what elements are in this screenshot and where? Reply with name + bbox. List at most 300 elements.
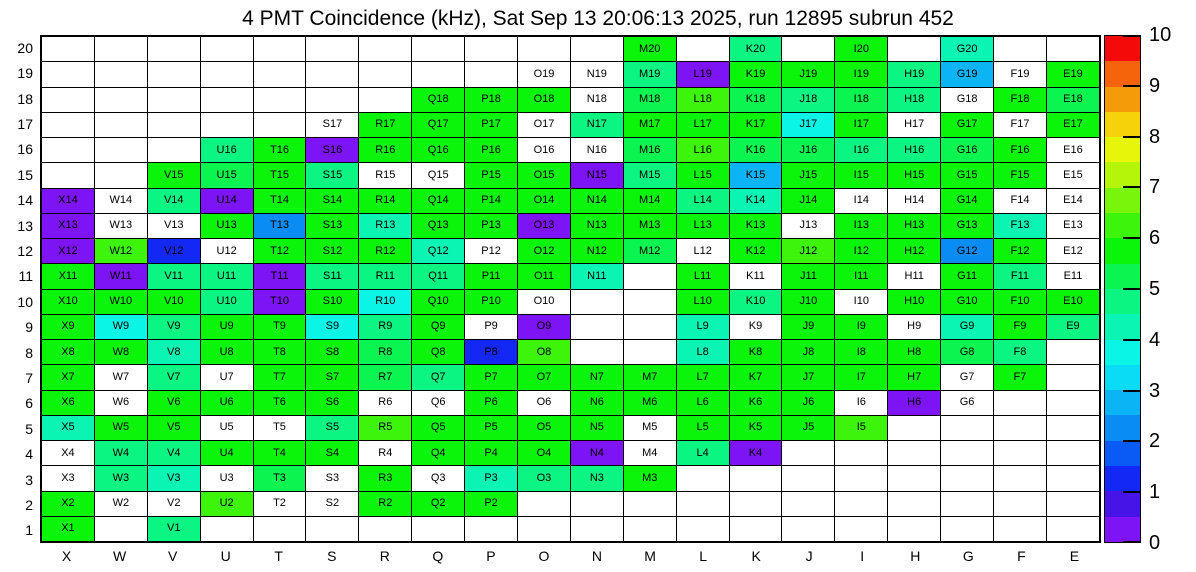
- cell-Q2: Q2: [412, 491, 465, 516]
- cell-F13: F13: [994, 213, 1047, 238]
- cell-V13: V13: [147, 213, 200, 238]
- cell-E14: E14: [1046, 188, 1099, 213]
- cell-M13: M13: [623, 213, 676, 238]
- cell-H16: H16: [888, 138, 941, 163]
- cell-H10: H10: [888, 289, 941, 314]
- cell-Q3: Q3: [412, 466, 465, 491]
- cell-empty-G3: [941, 466, 994, 491]
- cell-K19: K19: [729, 62, 782, 87]
- cell-I5: I5: [835, 415, 888, 440]
- x-tick-label-L: L: [699, 548, 707, 564]
- colorbar-label-3: 3: [1149, 380, 1161, 402]
- cell-P4: P4: [465, 441, 518, 466]
- cell-L7: L7: [676, 365, 729, 390]
- cell-P13: P13: [465, 213, 518, 238]
- colorbar-segment-7: [1105, 340, 1140, 365]
- cell-R12: R12: [359, 239, 412, 264]
- cell-empty-E7: [1046, 365, 1099, 390]
- x-tick-label-N: N: [591, 548, 603, 564]
- colorbar-label-4: 4: [1149, 329, 1161, 351]
- cell-W2: W2: [94, 491, 147, 516]
- colorbar-label-6: 6: [1149, 227, 1161, 249]
- cell-Q9: Q9: [412, 314, 465, 339]
- cell-empty-N2: [570, 491, 623, 516]
- cell-E11: E11: [1046, 264, 1099, 289]
- cell-X14: X14: [42, 188, 95, 213]
- cell-H19: H19: [888, 62, 941, 87]
- cell-N3: N3: [570, 466, 623, 491]
- cell-empty-L20: [676, 37, 729, 62]
- cell-K14: K14: [729, 188, 782, 213]
- cell-empty-I2: [835, 491, 888, 516]
- cell-F17: F17: [994, 112, 1047, 137]
- colorbar-segment-13: [1105, 188, 1140, 213]
- cell-empty-M10: [623, 289, 676, 314]
- cell-O18: O18: [518, 87, 571, 112]
- cell-M18: M18: [623, 87, 676, 112]
- cell-P6: P6: [465, 390, 518, 415]
- cell-J13: J13: [782, 213, 835, 238]
- cell-J19: J19: [782, 62, 835, 87]
- cell-S6: S6: [306, 390, 359, 415]
- cell-L18: L18: [676, 87, 729, 112]
- cell-empty-E6: [1046, 390, 1099, 415]
- cell-R11: R11: [359, 264, 412, 289]
- cell-Q6: Q6: [412, 390, 465, 415]
- cell-empty-X17: [42, 112, 95, 137]
- y-tick-label-6: 6: [25, 395, 33, 412]
- colorbar-tick-8: [1123, 136, 1140, 138]
- cell-empty-I3: [835, 466, 888, 491]
- cell-empty-R1: [359, 516, 412, 541]
- cell-V10: V10: [147, 289, 200, 314]
- cell-L17: L17: [676, 112, 729, 137]
- cell-W4: W4: [94, 441, 147, 466]
- cell-E13: E13: [1046, 213, 1099, 238]
- x-tick-label-O: O: [538, 548, 550, 564]
- cell-P8: P8: [465, 340, 518, 365]
- cell-T11: T11: [253, 264, 306, 289]
- colorbar-label-5: 5: [1149, 278, 1161, 300]
- cell-U14: U14: [200, 188, 253, 213]
- cell-R2: R2: [359, 491, 412, 516]
- colorbar-segment-19: [1105, 36, 1140, 61]
- cell-U15: U15: [200, 163, 253, 188]
- colorbar-tick-0: [1123, 541, 1140, 543]
- cell-J17: J17: [782, 112, 835, 137]
- cell-empty-K1: [729, 516, 782, 541]
- colorbar-segment-11: [1105, 238, 1140, 263]
- cell-X3: X3: [42, 466, 95, 491]
- cell-G14: G14: [941, 188, 994, 213]
- cell-P17: P17: [465, 112, 518, 137]
- cell-O9: O9: [518, 314, 571, 339]
- cell-X9: X9: [42, 314, 95, 339]
- cell-H12: H12: [888, 239, 941, 264]
- colorbar-segment-15: [1105, 137, 1140, 162]
- y-axis-labels: [0, 35, 33, 543]
- cell-empty-H3: [888, 466, 941, 491]
- cell-J12: J12: [782, 239, 835, 264]
- y-tick-label-15: 15: [17, 166, 33, 183]
- cell-R4: R4: [359, 441, 412, 466]
- cell-R8: R8: [359, 340, 412, 365]
- x-tick-label-X: X: [61, 548, 72, 564]
- cell-M3: M3: [623, 466, 676, 491]
- cell-empty-H20: [888, 37, 941, 62]
- cell-L10: L10: [676, 289, 729, 314]
- cell-R13: R13: [359, 213, 412, 238]
- cell-O15: O15: [518, 163, 571, 188]
- cell-empty-W19: [94, 62, 147, 87]
- cell-N17: N17: [570, 112, 623, 137]
- colorbar-segment-1: [1105, 491, 1140, 516]
- cell-K20: K20: [729, 37, 782, 62]
- cell-empty-X19: [42, 62, 95, 87]
- cell-L13: L13: [676, 213, 729, 238]
- cell-empty-E20: [1046, 37, 1099, 62]
- colorbar-label-10: 10: [1149, 24, 1172, 46]
- colorbar-label-8: 8: [1149, 126, 1161, 148]
- y-tick-label-19: 19: [17, 65, 33, 82]
- cell-U10: U10: [200, 289, 253, 314]
- cell-S5: S5: [306, 415, 359, 440]
- cell-V14: V14: [147, 188, 200, 213]
- cell-empty-R18: [359, 87, 412, 112]
- cell-F12: F12: [994, 239, 1047, 264]
- cell-U9: U9: [200, 314, 253, 339]
- cell-empty-T18: [253, 87, 306, 112]
- cell-empty-V18: [147, 87, 200, 112]
- cell-empty-O2: [518, 491, 571, 516]
- cell-O19: O19: [518, 62, 571, 87]
- cell-Q5: Q5: [412, 415, 465, 440]
- colorbar-label-2: 2: [1149, 430, 1161, 452]
- x-tick-label-P: P: [486, 548, 496, 564]
- cell-L6: L6: [676, 390, 729, 415]
- cell-M19: M19: [623, 62, 676, 87]
- cell-empty-G2: [941, 491, 994, 516]
- cell-U7: U7: [200, 365, 253, 390]
- cell-R10: R10: [359, 289, 412, 314]
- cell-G13: G13: [941, 213, 994, 238]
- cell-N12: N12: [570, 239, 623, 264]
- cell-X12: X12: [42, 239, 95, 264]
- y-tick-label-4: 4: [25, 446, 33, 463]
- cell-G6: G6: [941, 390, 994, 415]
- y-tick-label-3: 3: [25, 471, 33, 488]
- x-tick-label-F: F: [1017, 548, 1026, 564]
- cell-L12: L12: [676, 239, 729, 264]
- cell-E19: E19: [1046, 62, 1099, 87]
- cell-empty-F4: [994, 441, 1047, 466]
- cell-P3: P3: [465, 466, 518, 491]
- cell-empty-G5: [941, 415, 994, 440]
- cell-Q18: Q18: [412, 87, 465, 112]
- cell-R3: R3: [359, 466, 412, 491]
- cell-M5: M5: [623, 415, 676, 440]
- cell-F19: F19: [994, 62, 1047, 87]
- cell-R5: R5: [359, 415, 412, 440]
- cell-T6: T6: [253, 390, 306, 415]
- cell-J5: J5: [782, 415, 835, 440]
- cell-G18: G18: [941, 87, 994, 112]
- cell-S3: S3: [306, 466, 359, 491]
- cell-I14: I14: [835, 188, 888, 213]
- cell-empty-J2: [782, 491, 835, 516]
- cell-P15: P15: [465, 163, 518, 188]
- cell-T9: T9: [253, 314, 306, 339]
- cell-F7: F7: [994, 365, 1047, 390]
- cell-J16: J16: [782, 138, 835, 163]
- cell-empty-L3: [676, 466, 729, 491]
- cell-T4: T4: [253, 441, 306, 466]
- cell-W14: W14: [94, 188, 147, 213]
- cell-U5: U5: [200, 415, 253, 440]
- cell-Q7: Q7: [412, 365, 465, 390]
- cell-V5: V5: [147, 415, 200, 440]
- cell-I16: I16: [835, 138, 888, 163]
- cell-empty-P20: [465, 37, 518, 62]
- cell-M6: M6: [623, 390, 676, 415]
- cell-empty-N9: [570, 314, 623, 339]
- cell-Q8: Q8: [412, 340, 465, 365]
- x-tick-label-T: T: [274, 548, 283, 564]
- cell-L15: L15: [676, 163, 729, 188]
- cell-I9: I9: [835, 314, 888, 339]
- x-tick-label-G: G: [962, 548, 974, 564]
- cell-K13: K13: [729, 213, 782, 238]
- cell-K10: K10: [729, 289, 782, 314]
- colorbar-tick-10: [1123, 35, 1140, 37]
- cell-V1: V1: [147, 516, 200, 541]
- cell-S2: S2: [306, 491, 359, 516]
- cell-empty-W18: [94, 87, 147, 112]
- cell-E12: E12: [1046, 239, 1099, 264]
- cell-empty-N10: [570, 289, 623, 314]
- cell-empty-L1: [676, 516, 729, 541]
- cell-S7: S7: [306, 365, 359, 390]
- cell-W8: W8: [94, 340, 147, 365]
- cell-L9: L9: [676, 314, 729, 339]
- cell-H13: H13: [888, 213, 941, 238]
- colorbar-tick-9: [1123, 85, 1140, 87]
- colorbar-segment-12: [1105, 213, 1140, 238]
- cell-empty-H4: [888, 441, 941, 466]
- colorbar-tick-3: [1123, 390, 1140, 392]
- cell-empty-U19: [200, 62, 253, 87]
- cell-I17: I17: [835, 112, 888, 137]
- cell-I20: I20: [835, 37, 888, 62]
- cell-empty-L2: [676, 491, 729, 516]
- x-axis-labels: [40, 548, 1101, 568]
- cell-X1: X1: [42, 516, 95, 541]
- cell-X6: X6: [42, 390, 95, 415]
- cell-S16: S16: [306, 138, 359, 163]
- cell-R9: R9: [359, 314, 412, 339]
- cell-M17: M17: [623, 112, 676, 137]
- cell-empty-P1: [465, 516, 518, 541]
- colorbar-tick-2: [1123, 440, 1140, 442]
- colorbar-label-9: 9: [1149, 75, 1161, 97]
- cell-N11: N11: [570, 264, 623, 289]
- x-tick-label-S: S: [327, 548, 337, 564]
- cell-M7: M7: [623, 365, 676, 390]
- cell-empty-M1: [623, 516, 676, 541]
- y-tick-label-7: 7: [25, 369, 33, 386]
- cell-H14: H14: [888, 188, 941, 213]
- cell-empty-X15: [42, 163, 95, 188]
- cell-G17: G17: [941, 112, 994, 137]
- cell-J7: J7: [782, 365, 835, 390]
- cell-E9: E9: [1046, 314, 1099, 339]
- cell-empty-S20: [306, 37, 359, 62]
- cell-I7: I7: [835, 365, 888, 390]
- cell-J11: J11: [782, 264, 835, 289]
- cell-K8: K8: [729, 340, 782, 365]
- cell-empty-S19: [306, 62, 359, 87]
- colorbar-tick-4: [1123, 339, 1140, 341]
- y-tick-label-16: 16: [17, 141, 33, 158]
- cell-O6: O6: [518, 390, 571, 415]
- cell-R17: R17: [359, 112, 412, 137]
- cell-J10: J10: [782, 289, 835, 314]
- cell-empty-S18: [306, 87, 359, 112]
- cell-O14: O14: [518, 188, 571, 213]
- cell-empty-E1: [1046, 516, 1099, 541]
- cell-U13: U13: [200, 213, 253, 238]
- cell-N14: N14: [570, 188, 623, 213]
- colorbar-segment-14: [1105, 162, 1140, 187]
- colorbar-tick-6: [1123, 237, 1140, 239]
- cell-G20: G20: [941, 37, 994, 62]
- cell-F14: F14: [994, 188, 1047, 213]
- colorbar-segment-18: [1105, 61, 1140, 86]
- cell-P7: P7: [465, 365, 518, 390]
- cell-G8: G8: [941, 340, 994, 365]
- y-tick-label-8: 8: [25, 344, 33, 361]
- cell-L4: L4: [676, 441, 729, 466]
- cell-K11: K11: [729, 264, 782, 289]
- colorbar-segment-8: [1105, 314, 1140, 339]
- cell-T8: T8: [253, 340, 306, 365]
- cell-H18: H18: [888, 87, 941, 112]
- cell-empty-F3: [994, 466, 1047, 491]
- cell-empty-J3: [782, 466, 835, 491]
- cell-empty-U1: [200, 516, 253, 541]
- cell-F15: F15: [994, 163, 1047, 188]
- cell-G7: G7: [941, 365, 994, 390]
- cell-empty-H2: [888, 491, 941, 516]
- cell-empty-K2: [729, 491, 782, 516]
- cell-I18: I18: [835, 87, 888, 112]
- cell-O17: O17: [518, 112, 571, 137]
- colorbar-label-0: 0: [1149, 532, 1161, 554]
- cell-empty-Q19: [412, 62, 465, 87]
- cell-E15: E15: [1046, 163, 1099, 188]
- cell-K7: K7: [729, 365, 782, 390]
- cell-I10: I10: [835, 289, 888, 314]
- cell-T10: T10: [253, 289, 306, 314]
- cell-empty-H1: [888, 516, 941, 541]
- cell-empty-J20: [782, 37, 835, 62]
- cell-F18: F18: [994, 87, 1047, 112]
- cell-empty-M2: [623, 491, 676, 516]
- cell-I6: I6: [835, 390, 888, 415]
- cell-K4: K4: [729, 441, 782, 466]
- cell-U8: U8: [200, 340, 253, 365]
- cell-empty-W1: [94, 516, 147, 541]
- cell-E17: E17: [1046, 112, 1099, 137]
- cell-W12: W12: [94, 239, 147, 264]
- colorbar-segment-4: [1105, 415, 1140, 440]
- cell-I11: I11: [835, 264, 888, 289]
- cell-O3: O3: [518, 466, 571, 491]
- cell-H11: H11: [888, 264, 941, 289]
- cell-U2: U2: [200, 491, 253, 516]
- y-tick-label-10: 10: [17, 293, 33, 310]
- cell-W11: W11: [94, 264, 147, 289]
- cell-T14: T14: [253, 188, 306, 213]
- cell-G15: G15: [941, 163, 994, 188]
- cell-X13: X13: [42, 213, 95, 238]
- cell-I15: I15: [835, 163, 888, 188]
- cell-Q17: Q17: [412, 112, 465, 137]
- x-tick-label-I: I: [860, 548, 865, 564]
- x-tick-label-U: U: [220, 548, 231, 564]
- cell-X11: X11: [42, 264, 95, 289]
- cell-empty-N1: [570, 516, 623, 541]
- cell-J8: J8: [782, 340, 835, 365]
- cell-V15: V15: [147, 163, 200, 188]
- cell-K12: K12: [729, 239, 782, 264]
- cell-M14: M14: [623, 188, 676, 213]
- cell-X4: X4: [42, 441, 95, 466]
- cell-empty-T20: [253, 37, 306, 62]
- cell-empty-U18: [200, 87, 253, 112]
- cell-T15: T15: [253, 163, 306, 188]
- cell-empty-E4: [1046, 441, 1099, 466]
- colorbar-segment-9: [1105, 289, 1140, 314]
- cell-N16: N16: [570, 138, 623, 163]
- cell-S15: S15: [306, 163, 359, 188]
- cell-I12: I12: [835, 239, 888, 264]
- cell-V8: V8: [147, 340, 200, 365]
- cell-empty-G4: [941, 441, 994, 466]
- cell-N18: N18: [570, 87, 623, 112]
- cell-J15: J15: [782, 163, 835, 188]
- colorbar-segment-6: [1105, 365, 1140, 390]
- cell-S11: S11: [306, 264, 359, 289]
- cell-V6: V6: [147, 390, 200, 415]
- cell-empty-V20: [147, 37, 200, 62]
- cell-N4: N4: [570, 441, 623, 466]
- cell-F8: F8: [994, 340, 1047, 365]
- cell-Q10: Q10: [412, 289, 465, 314]
- x-tick-label-E: E: [1069, 548, 1080, 564]
- cell-J9: J9: [782, 314, 835, 339]
- cell-L14: L14: [676, 188, 729, 213]
- cell-X2: X2: [42, 491, 95, 516]
- cell-G10: G10: [941, 289, 994, 314]
- cell-P11: P11: [465, 264, 518, 289]
- cell-K15: K15: [729, 163, 782, 188]
- cell-O11: O11: [518, 264, 571, 289]
- x-tick-label-J: J: [805, 548, 813, 564]
- cell-L8: L8: [676, 340, 729, 365]
- cell-empty-F5: [994, 415, 1047, 440]
- cell-V2: V2: [147, 491, 200, 516]
